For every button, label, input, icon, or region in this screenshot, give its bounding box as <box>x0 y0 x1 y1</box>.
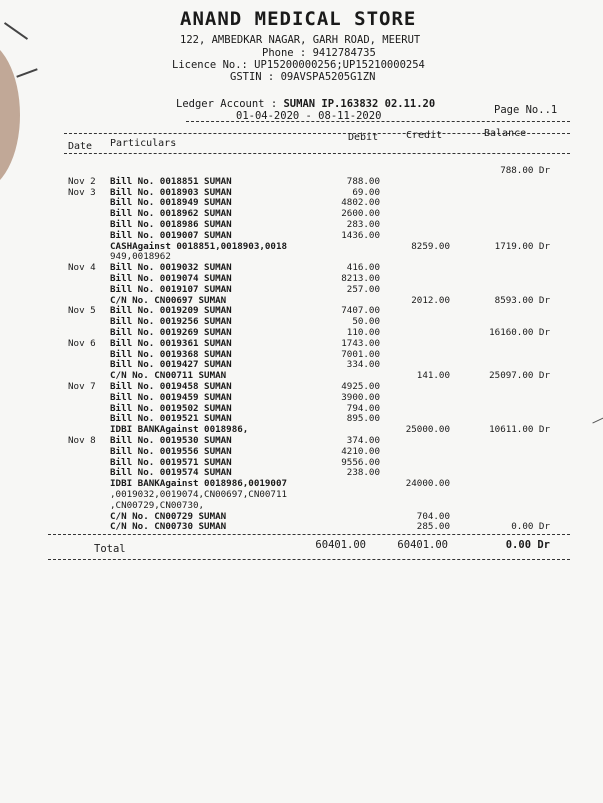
row-particulars: Bill No. 0019521 SUMAN <box>110 413 232 425</box>
table-row <box>0 446 603 457</box>
row-credit: 2012.00 <box>411 294 450 306</box>
total-divider <box>48 534 570 535</box>
row-particulars: CASHAgainst 0018851,0018903,0018 <box>110 240 288 252</box>
table-row <box>0 435 603 446</box>
row-debit: 4925.00 <box>341 381 380 392</box>
row-debit: 374.00 <box>346 435 380 446</box>
table-row <box>0 370 603 381</box>
total-label: Total <box>94 543 126 555</box>
row-credit: 25000.00 <box>405 424 450 436</box>
ledger-label: Ledger Account : <box>176 98 278 110</box>
row-particulars: Bill No. 0019427 SUMAN <box>110 359 232 371</box>
table-row <box>0 413 603 424</box>
table-row <box>0 284 603 295</box>
row-date: Nov 5 <box>68 305 96 317</box>
row-date: Nov 4 <box>68 262 96 274</box>
store-gstin: GSTIN : 09AVSPA5205G1ZN <box>230 71 376 83</box>
pen-mark <box>16 68 37 77</box>
row-debit: 1743.00 <box>341 337 380 349</box>
row-date: Nov 2 <box>68 175 96 187</box>
table-row <box>0 187 603 198</box>
total-divider <box>48 559 570 560</box>
row-debit: 257.00 <box>346 283 380 295</box>
row-debit: 4802.00 <box>341 197 380 209</box>
row-balance: 10611.00 Dr <box>489 424 550 436</box>
table-row <box>0 251 603 262</box>
row-particulars: C/N No. CN00729 SUMAN <box>110 510 227 522</box>
row-particulars: Bill No. 0019107 SUMAN <box>110 283 232 295</box>
table-row <box>0 208 603 219</box>
row-balance: 8593.00 Dr <box>494 294 550 306</box>
col-date: Date <box>68 141 93 152</box>
row-debit: 4210.00 <box>341 445 380 457</box>
table-row <box>0 316 603 327</box>
store-address: 122, AMBEDKAR NAGAR, GARH ROAD, MEERUT <box>180 34 421 46</box>
row-particulars: Bill No. 0019074 SUMAN <box>110 273 232 284</box>
row-date: Nov 3 <box>68 186 96 198</box>
row-debit: 788.00 <box>346 175 380 187</box>
row-balance: 0.00 Dr <box>511 521 550 533</box>
table-row <box>0 489 603 500</box>
table-row <box>0 241 603 252</box>
table-row <box>0 219 603 230</box>
pen-mark <box>4 22 28 40</box>
table-row <box>0 327 603 338</box>
table-row <box>0 176 603 187</box>
row-particulars: Bill No. 0019361 SUMAN <box>110 337 232 349</box>
ledger-account <box>176 98 435 110</box>
row-particulars: Bill No. 0019032 SUMAN <box>110 262 232 274</box>
row-debit: 7001.00 <box>341 348 380 360</box>
row-credit: 141.00 <box>416 370 450 382</box>
row-debit: 283.00 <box>346 219 380 230</box>
row-particulars: 949,0018962 <box>110 251 171 263</box>
row-particulars: Bill No. 0019368 SUMAN <box>110 348 232 360</box>
row-debit: 3900.00 <box>341 391 380 403</box>
columns-divider <box>64 153 570 154</box>
row-particulars: ,CN00729,CN00730, <box>110 499 205 511</box>
row-debit: 238.00 <box>346 467 380 479</box>
table-row <box>0 359 603 370</box>
table-row <box>0 349 603 360</box>
row-particulars: Bill No. 0018903 SUMAN <box>110 186 232 198</box>
row-particulars: Bill No. 0019209 SUMAN <box>110 305 232 317</box>
col-debit: Debit <box>348 132 379 143</box>
table-row <box>0 165 603 176</box>
table-row <box>0 230 603 241</box>
table-row <box>0 305 603 316</box>
row-particulars: Bill No. 0019007 SUMAN <box>110 229 232 241</box>
table-row <box>0 381 603 392</box>
table-row <box>0 457 603 468</box>
table-row <box>0 197 603 208</box>
row-date: Nov 8 <box>68 435 96 446</box>
row-particulars: Bill No. 0018949 SUMAN <box>110 197 232 209</box>
page-number: Page No..1 <box>494 104 558 116</box>
col-credit: Credit <box>406 130 443 141</box>
row-particulars: Bill No. 0018851 SUMAN <box>110 175 232 187</box>
table-row <box>0 511 603 522</box>
total-credit: 60401.00 <box>397 539 448 551</box>
row-balance: 16160.00 Dr <box>489 327 550 338</box>
row-particulars: Bill No. 0018962 SUMAN <box>110 208 232 220</box>
row-particulars: Bill No. 0019571 SUMAN <box>110 456 232 468</box>
row-particulars: Bill No. 0018986 SUMAN <box>110 219 232 230</box>
store-licence: Licence No.: UP15200000256;UP15210000254 <box>172 59 425 71</box>
row-particulars: Bill No. 0019530 SUMAN <box>110 435 232 446</box>
row-debit: 110.00 <box>346 327 380 338</box>
total-debit: 60401.00 <box>315 539 366 551</box>
row-date: Nov 7 <box>68 381 96 392</box>
table-row <box>0 273 603 284</box>
row-credit: 8259.00 <box>411 240 450 252</box>
row-particulars: C/N No. CN00730 SUMAN <box>110 521 227 533</box>
row-balance: 1719.00 Dr <box>494 240 550 252</box>
table-row <box>0 521 603 532</box>
row-particulars: IDBI BANKAgainst 0018986,0019007 <box>110 478 288 490</box>
row-particulars: Bill No. 0019556 SUMAN <box>110 445 232 457</box>
row-debit: 334.00 <box>346 359 380 371</box>
row-particulars: Bill No. 0019459 SUMAN <box>110 391 232 403</box>
table-row <box>0 478 603 489</box>
ledger-period: 01-04-2020 - 08-11-2020 <box>236 110 382 122</box>
row-date: Nov 6 <box>68 337 96 349</box>
row-debit: 1436.00 <box>341 229 380 241</box>
header-divider <box>186 121 570 122</box>
row-credit: 704.00 <box>416 510 450 522</box>
total-balance: 0.00 Dr <box>505 539 550 551</box>
table-row <box>0 262 603 273</box>
row-particulars: Bill No. 0019269 SUMAN <box>110 327 232 338</box>
row-particulars: IDBI BANKAgainst 0018986, <box>110 424 249 436</box>
row-debit: 50.00 <box>352 316 380 328</box>
table-row <box>0 392 603 403</box>
row-balance: 788.00 Dr <box>500 165 550 176</box>
row-particulars: Bill No. 0019458 SUMAN <box>110 381 232 392</box>
col-particulars: Particulars <box>110 138 177 149</box>
row-debit: 7407.00 <box>341 305 380 317</box>
row-debit: 9556.00 <box>341 456 380 468</box>
row-particulars: C/N No. CN00697 SUMAN <box>110 294 227 306</box>
table-row <box>0 403 603 414</box>
row-debit: 69.00 <box>352 186 380 198</box>
row-debit: 8213.00 <box>341 273 380 284</box>
ledger-account-name: SUMAN IP.163832 02.11.20 <box>283 98 436 110</box>
row-particulars: Bill No. 0019574 SUMAN <box>110 467 232 479</box>
row-debit: 2600.00 <box>341 208 380 220</box>
row-particulars: ,0019032,0019074,CN00697,CN00711 <box>110 489 288 500</box>
table-row <box>0 338 603 349</box>
row-debit: 416.00 <box>346 262 380 274</box>
row-particulars: Bill No. 0019502 SUMAN <box>110 402 232 414</box>
row-particulars: C/N No. CN00711 SUMAN <box>110 370 227 382</box>
row-balance: 25097.00 Dr <box>489 370 550 382</box>
row-credit: 24000.00 <box>405 478 450 490</box>
store-name: ANAND MEDICAL STORE <box>180 8 417 30</box>
table-row <box>0 500 603 511</box>
row-credit: 285.00 <box>416 521 450 533</box>
row-debit: 895.00 <box>346 413 380 425</box>
row-debit: 794.00 <box>346 402 380 414</box>
store-phone: Phone : 9412784735 <box>262 47 376 59</box>
col-balance: Balance <box>484 128 527 139</box>
row-particulars: Bill No. 0019256 SUMAN <box>110 316 232 328</box>
table-row <box>0 295 603 306</box>
table-row <box>0 467 603 478</box>
table-row <box>0 424 603 435</box>
